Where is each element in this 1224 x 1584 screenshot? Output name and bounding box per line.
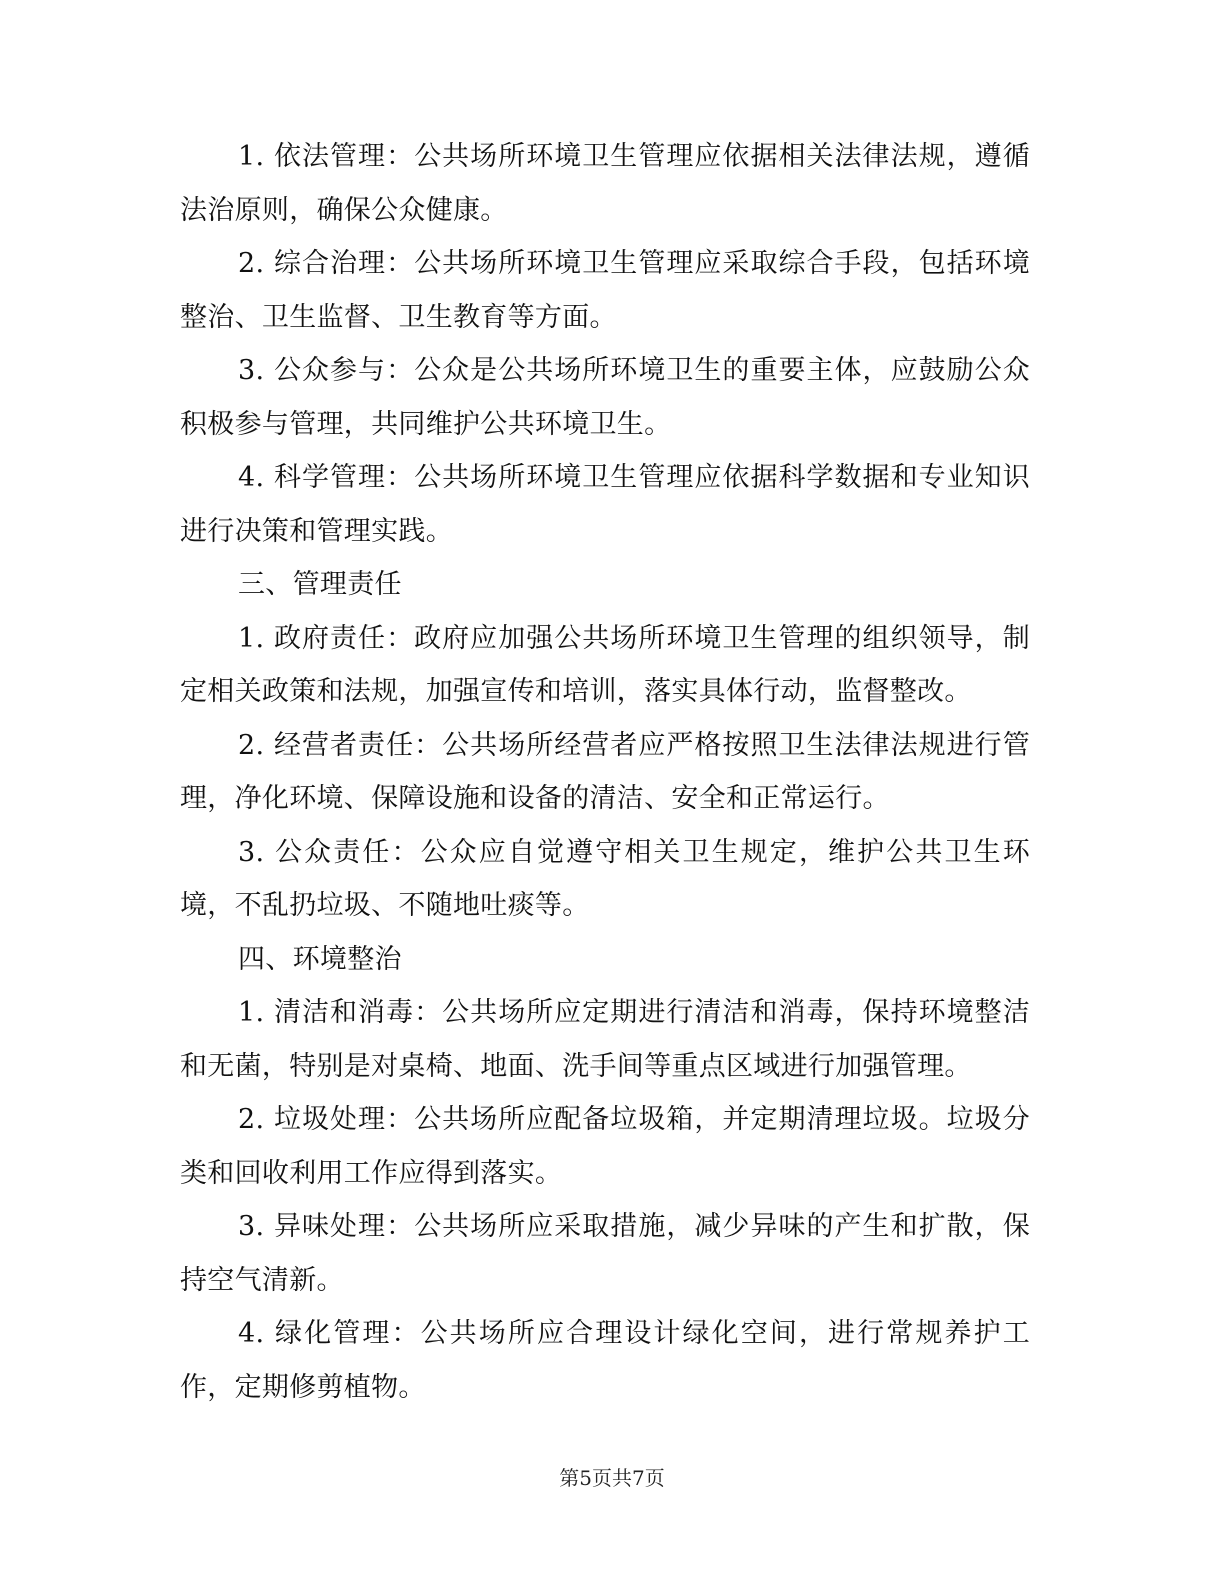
section-heading-management-responsibility: 三、管理责任	[238, 569, 402, 600]
page-number-footer: 第5页共7页	[559, 1466, 665, 1490]
paragraph-public-participation: 3. 公众参与：公众是公共场所环境卫生的重要主体，应鼓励公众积极参与管理，共同维护公共环境卫生。	[180, 355, 1030, 440]
paragraph-government-responsibility: 1. 政府责任：政府应加强公共场所环境卫生管理的组织领导，制定相关政策和法规，加强宣传和培训，落实具体行动，监督整改。	[180, 622, 1030, 707]
paragraph-operator-responsibility: 2. 经营者责任：公共场所经营者应严格按照卫生法律法规进行管理，净化环境、保障设施和设备的清洁、安全和正常运行。	[180, 729, 1030, 814]
paragraph-odor-handling: 3. 异味处理：公共场所应采取措施，减少异味的产生和扩散，保持空气清新。	[180, 1211, 1030, 1296]
section-heading-environmental-improvement: 四、环境整治	[238, 943, 402, 975]
paragraph-garbage-handling: 2. 垃圾处理：公共场所应配备垃圾箱，并定期清理垃圾。垃圾分类和回收利用工作应得到落实。	[180, 1104, 1030, 1189]
paragraph-comprehensive-governance: 2. 综合治理：公共场所环境卫生管理应采取综合手段，包括环境整治、卫生监督、卫生教育等方面。	[180, 248, 1030, 333]
paragraph-greening-management: 4. 绿化管理：公共场所应合理设计绿化空间，进行常规养护工作，定期修剪植物。	[180, 1318, 1030, 1403]
paragraph-scientific-management: 4. 科学管理：公共场所环境卫生管理应依据科学数据和专业知识进行决策和管理实践。	[180, 462, 1030, 547]
paragraph-cleaning-disinfection: 1. 清洁和消毒：公共场所应定期进行清洁和消毒，保持环境整洁和无菌，特别是对桌椅、地面、洗手间等重点区域进行加强管理。	[180, 997, 1030, 1082]
document-body	[180, 130, 1030, 1414]
paragraph-law-based-management: 1. 依法管理：公共场所环境卫生管理应依据相关法律法规，遵循法治原则，确保公众健康。	[180, 141, 1030, 226]
paragraph-public-responsibility: 3. 公众责任：公众应自觉遵守相关卫生规定，维护公共卫生环境，不乱扔垃圾、不随地吐痰等。	[180, 836, 1030, 921]
